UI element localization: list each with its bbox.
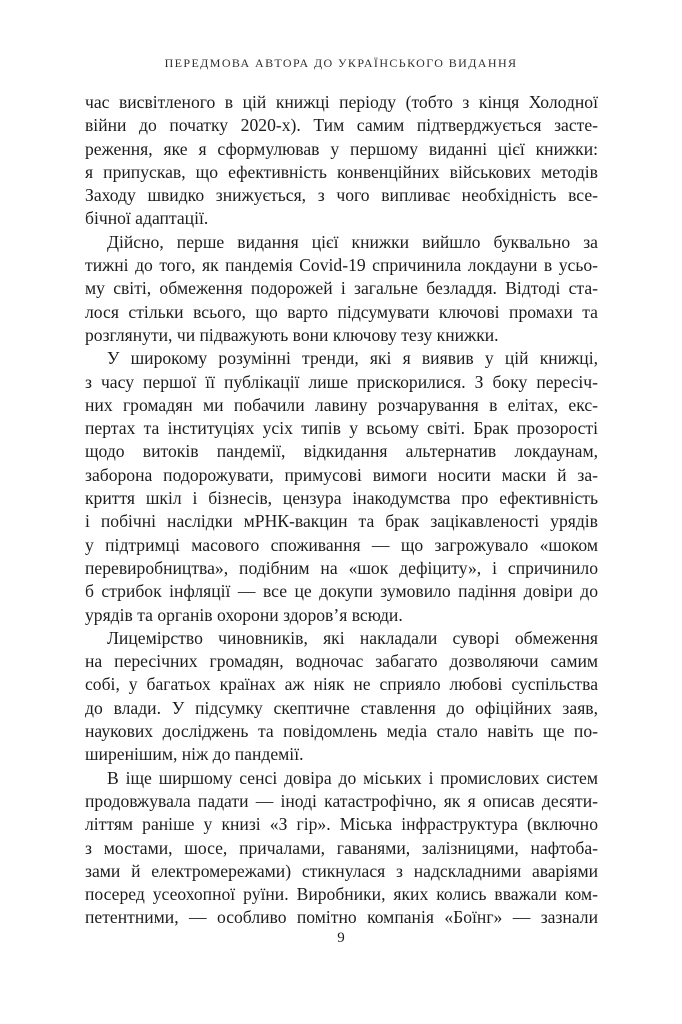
text-line: собі, у багатьох країнах аж ніяк не сприяло любові суспільства bbox=[85, 674, 598, 695]
text-line: реження, яке я сформулював у першому виданні цієї книжки: bbox=[85, 138, 598, 159]
text-line: пертах та інституціях усіх типів у всьому світі. Брак прозорості bbox=[85, 418, 598, 439]
text-line: бічної адаптації. bbox=[85, 208, 209, 229]
text-line: і побічні наслідки мРНК-вакцин та брак зацікавленості урядів bbox=[85, 511, 598, 532]
running-header: ПЕРЕДМОВА АВТОРА ДО УКРАЇНСЬКОГО ВИДАННЯ bbox=[164, 56, 518, 70]
text-line: у підтримці масового споживання — що загрожувало «шоком bbox=[85, 534, 598, 555]
text-line: розглянути, чи підважують вони ключову тезу книжки. bbox=[85, 324, 499, 345]
text-line: з часу першої її публікації лише прискорилися. З боку пересіч- bbox=[85, 371, 598, 392]
text-line: до влади. У підсумку скептичне ставлення до офіційних заяв, bbox=[85, 697, 598, 718]
text-line: час висвітленого в цій книжці періоду (тобто з кінця Холодної bbox=[85, 92, 598, 112]
text-line: урядів та органів охорони здоров’я всюди. bbox=[85, 604, 403, 625]
text-line: Дійсно, перше видання цієї книжки вийшло буквально за bbox=[107, 231, 598, 252]
text-line: перевиробництва», подібним на «шок дефіциту», і спричинило bbox=[85, 557, 598, 578]
text-line: на пересічних громадян, водночас забагато дозволяючи самим bbox=[85, 651, 598, 672]
text-line: ширенішим, ніж до пандемії. bbox=[85, 744, 304, 765]
page-number: 9 bbox=[337, 930, 345, 946]
text-line: літтям раніше у книзі «З гір». Міська інфраструктура (включно bbox=[85, 814, 598, 835]
text-line: війни до початку 2020-х). Тим самим підтверджується засте- bbox=[85, 115, 598, 136]
text-line: Лицемірство чиновників, які накладали суворі обмеження bbox=[107, 627, 598, 648]
text-line: зами й електромережами) стикнулася з надскладними аваріями bbox=[85, 860, 598, 881]
text-line: щодо витоків пандемії, відкидання альтернатив локдаунам, bbox=[85, 441, 598, 462]
text-line: Заходу швидко знижується, з чого випливає необхідність все- bbox=[85, 185, 598, 206]
text-line: лося стільки всього, що варто підсумувати ключові промахи та bbox=[85, 301, 598, 322]
text-line: заборона подорожувати, примусові вимоги носити маски й за- bbox=[85, 464, 598, 485]
text-line: криття шкіл і бізнесів, цензура інакодумства про ефективність bbox=[85, 488, 598, 509]
text-line: б стрибок інфляції — все це докупи зумовило падіння довіри до bbox=[85, 581, 598, 602]
text-line: В іще ширшому сенсі довіра до міських і промислових систем bbox=[107, 767, 598, 788]
text-line: му світі, обмеження подорожей і загальне безладдя. Відтоді ста- bbox=[85, 278, 598, 299]
text-line: я припускав, що ефективність конвенційних військових методів bbox=[85, 161, 598, 182]
text-line: них громадян ми побачили лавину розчарування в елітах, екс- bbox=[85, 394, 598, 415]
page-body-text bbox=[85, 91, 598, 930]
text-line: з мостами, шосе, причалами, гаванями, залізницями, нафтоба- bbox=[85, 837, 598, 858]
text-line: петентними, — особливо помітно компанія «Боїнг» — зазнали bbox=[85, 907, 598, 928]
text-line: У широкому розумінні тренди, які я виявив у цій книжці, bbox=[107, 348, 598, 369]
text-line: наукових досліджень та повідомлень медіа стало навіть ще по- bbox=[85, 721, 598, 742]
text-line: посеред усеохопної руїни. Виробники, яких колись вважали ком- bbox=[85, 884, 598, 905]
text-line: тижні до того, як пандемія Covid-19 спричинила локдауни в усьо- bbox=[85, 255, 598, 276]
text-line: продовжувала падати — іноді катастрофічно, як я описав десяти- bbox=[85, 790, 598, 811]
